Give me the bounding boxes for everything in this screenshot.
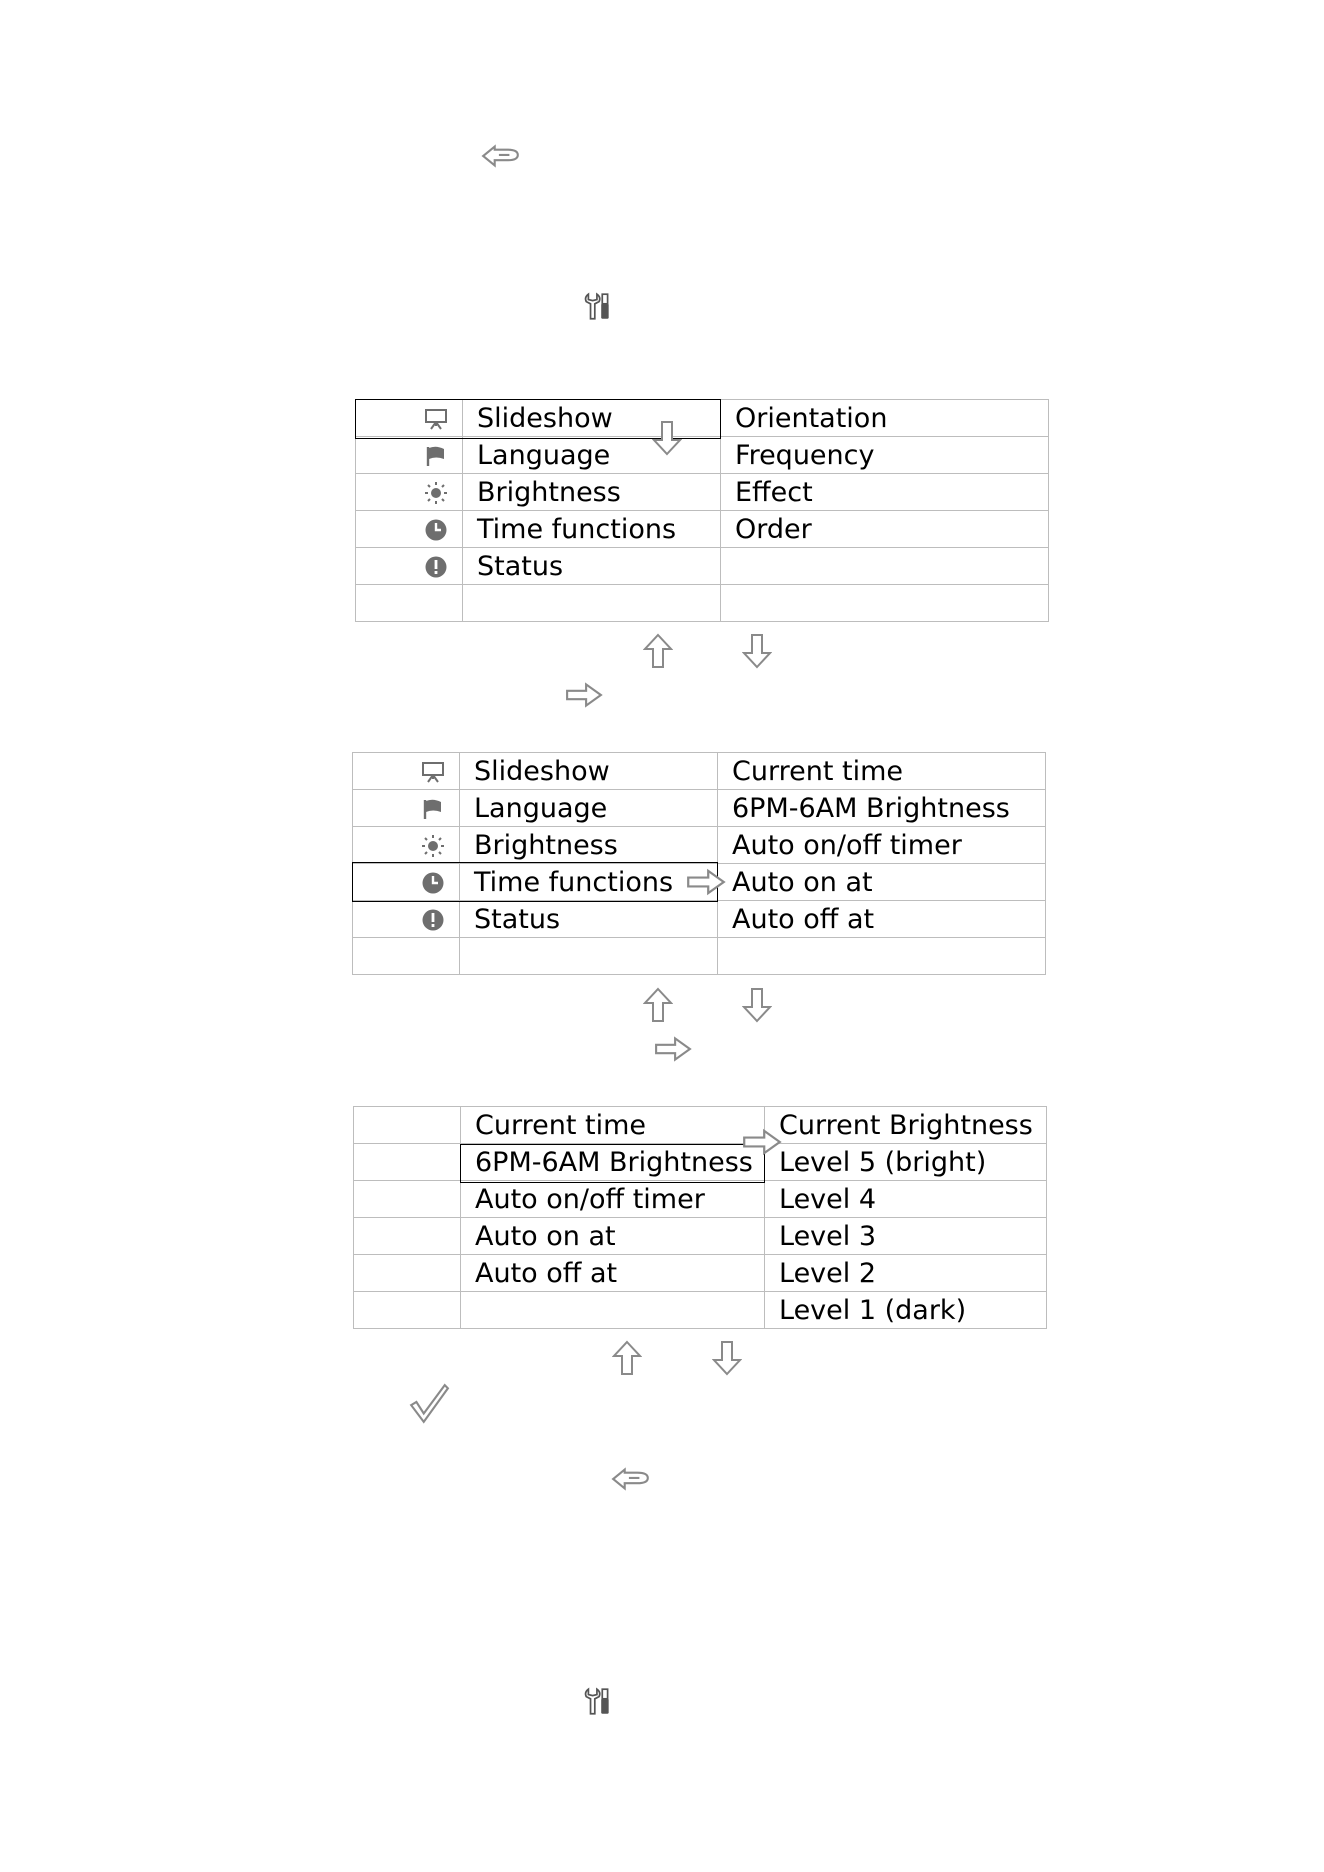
slideshow-icon: [424, 407, 448, 431]
menu-icon-cell: [356, 548, 463, 585]
submenu-item-effect[interactable]: Effect: [721, 474, 1049, 511]
submenu-item-empty: [721, 548, 1049, 585]
right-arrow-icon: [742, 1128, 782, 1156]
submenu-item-current-brightness[interactable]: Current Brightness: [765, 1107, 1047, 1144]
submenu-item-orientation[interactable]: Orientation: [721, 400, 1049, 437]
menu-item-slideshow[interactable]: Slideshow: [460, 753, 718, 790]
flag-icon: [421, 797, 445, 821]
down-arrow-icon[interactable]: [742, 632, 772, 670]
menu-icon-cell: [356, 474, 463, 511]
table-row: [353, 790, 1046, 827]
settings-icon: [582, 291, 614, 323]
table-row: [356, 400, 1049, 437]
table-row: [356, 437, 1049, 474]
slideshow-icon: [421, 760, 445, 784]
time-functions-menu-table: [353, 1106, 1047, 1329]
empty-cell: [718, 938, 1046, 975]
down-arrow-icon[interactable]: [742, 986, 772, 1024]
right-arrow-icon[interactable]: [565, 682, 603, 708]
settings-menu-table-1: [355, 399, 1049, 622]
empty-cell: [356, 585, 463, 622]
menu-item-language[interactable]: Language: [460, 790, 718, 827]
up-arrow-icon[interactable]: [643, 632, 673, 670]
empty-cell: [354, 1218, 461, 1255]
menu-icon-cell: [353, 901, 460, 938]
empty-cell: [354, 1107, 461, 1144]
submenu-item-auto-timer[interactable]: Auto on/off timer: [718, 827, 1046, 864]
menu-icon-cell: [353, 790, 460, 827]
menu-item-status[interactable]: Status: [460, 901, 718, 938]
menu-item-auto-timer[interactable]: Auto on/off timer: [461, 1181, 765, 1218]
table-row: [356, 585, 1049, 622]
menu-item-auto-off[interactable]: Auto off at: [461, 1255, 765, 1292]
menu-item-language[interactable]: Language: [463, 437, 721, 474]
empty-cell: [353, 938, 460, 975]
menu-item-slideshow[interactable]: Slideshow: [463, 400, 721, 437]
back-icon[interactable]: [610, 1466, 652, 1492]
flag-icon: [424, 444, 448, 468]
table-row: [354, 1218, 1047, 1255]
clock-icon: [424, 518, 448, 542]
submenu-item-night-brightness[interactable]: 6PM-6AM Brightness: [718, 790, 1046, 827]
settings-icon: [582, 1686, 614, 1718]
menu-item-brightness[interactable]: Brightness: [460, 827, 718, 864]
info-icon: [421, 908, 445, 932]
menu-item-night-brightness[interactable]: 6PM-6AM Brightness: [461, 1144, 765, 1181]
table-row: [354, 1107, 1047, 1144]
menu-icon-cell: [356, 437, 463, 474]
down-arrow-icon: [652, 417, 682, 459]
up-arrow-icon[interactable]: [643, 986, 673, 1024]
submenu-item-level-3[interactable]: Level 3: [765, 1218, 1047, 1255]
table-row: [353, 901, 1046, 938]
table-row: [354, 1144, 1047, 1181]
submenu-item-level-5[interactable]: Level 5 (bright): [765, 1144, 1047, 1181]
table-row: [354, 1255, 1047, 1292]
menu-item-time-functions[interactable]: Time functions: [463, 511, 721, 548]
submenu-item-order[interactable]: Order: [721, 511, 1049, 548]
menu-item-auto-on[interactable]: Auto on at: [461, 1218, 765, 1255]
table-row: [356, 474, 1049, 511]
table-row: [353, 753, 1046, 790]
clock-icon: [421, 871, 445, 895]
submenu-item-current-time[interactable]: Current time: [718, 753, 1046, 790]
table-row: [356, 548, 1049, 585]
menu-item-brightness[interactable]: Brightness: [463, 474, 721, 511]
empty-cell: [354, 1292, 461, 1329]
empty-cell: [721, 585, 1049, 622]
empty-cell: [354, 1181, 461, 1218]
table-row: [356, 511, 1049, 548]
empty-cell: [354, 1144, 461, 1181]
menu-icon-cell: [356, 511, 463, 548]
right-arrow-icon: [686, 868, 726, 896]
right-arrow-icon[interactable]: [654, 1036, 692, 1062]
menu-icon-cell: [353, 753, 460, 790]
empty-cell: [460, 938, 718, 975]
down-arrow-icon[interactable]: [712, 1339, 742, 1377]
table-row: [354, 1181, 1047, 1218]
menu-icon-cell: [356, 400, 463, 437]
submenu-item-auto-on[interactable]: Auto on at: [718, 864, 1046, 901]
empty-cell: [463, 585, 721, 622]
submenu-item-level-4[interactable]: Level 4: [765, 1181, 1047, 1218]
submenu-item-level-1[interactable]: Level 1 (dark): [765, 1292, 1047, 1329]
submenu-item-frequency[interactable]: Frequency: [721, 437, 1049, 474]
back-icon: [480, 143, 522, 169]
menu-item-status[interactable]: Status: [463, 548, 721, 585]
menu-item-time-functions[interactable]: Time functions: [460, 864, 718, 901]
sun-icon: [424, 481, 448, 505]
table-row: [354, 1292, 1047, 1329]
info-icon: [424, 555, 448, 579]
empty-cell: [461, 1292, 765, 1329]
menu-item-current-time[interactable]: Current time: [461, 1107, 765, 1144]
menu-icon-cell: [353, 864, 460, 901]
submenu-item-auto-off[interactable]: Auto off at: [718, 901, 1046, 938]
settings-menu-table-2: [352, 752, 1046, 975]
up-arrow-icon[interactable]: [612, 1339, 642, 1377]
empty-cell: [354, 1255, 461, 1292]
menu-icon-cell: [353, 827, 460, 864]
table-row: [353, 827, 1046, 864]
checkmark-icon[interactable]: [408, 1382, 450, 1424]
sun-icon: [421, 834, 445, 858]
submenu-item-level-2[interactable]: Level 2: [765, 1255, 1047, 1292]
table-row: [353, 938, 1046, 975]
